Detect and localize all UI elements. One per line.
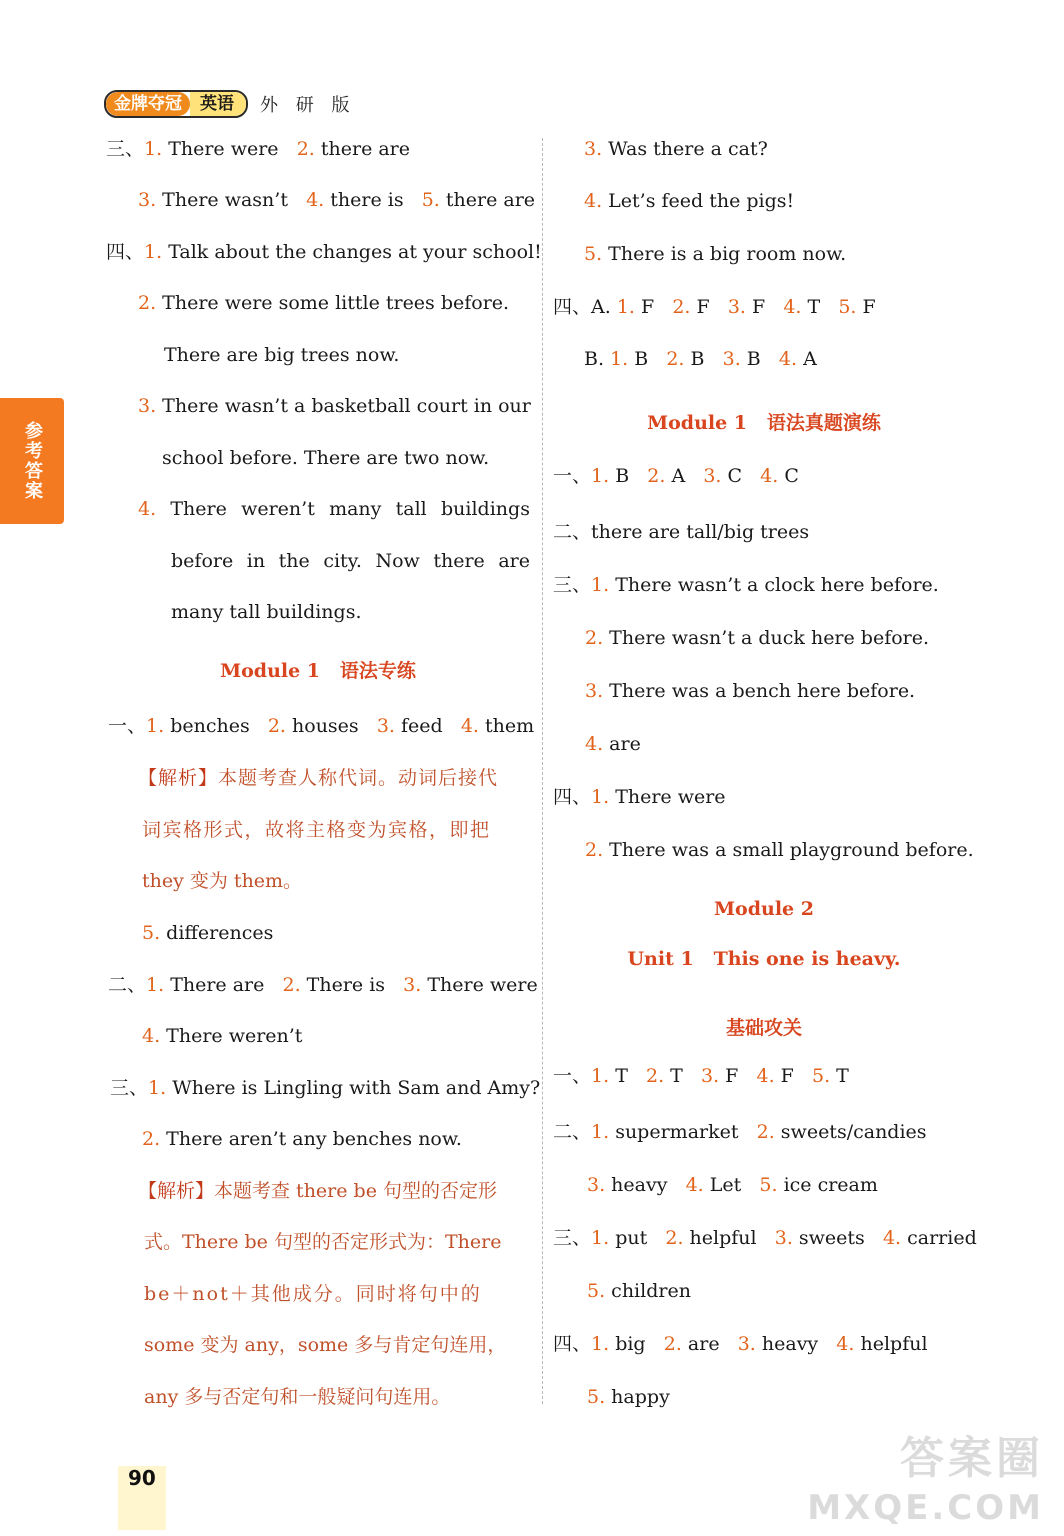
page-number-box: [118, 1466, 166, 1530]
answer-line: [110, 1075, 540, 1101]
item-number: 4.: [584, 190, 603, 212]
section-label: 二、: [553, 521, 592, 543]
answer-word: the: [278, 550, 310, 572]
item-number: 3.: [727, 296, 746, 318]
answer-line: [553, 784, 726, 810]
item-number: 3.: [585, 680, 604, 702]
explanation-line: they 变为 them。: [142, 870, 303, 892]
section-label: 三、: [106, 138, 145, 160]
answer-line: [142, 1126, 462, 1152]
answer-text: sweets: [792, 1227, 865, 1249]
item-number: 1.: [591, 786, 610, 808]
answer-text: them: [478, 715, 535, 737]
unit-name: This one is heavy.: [713, 948, 901, 970]
answer-text: differences: [160, 922, 274, 944]
unit-title: [627, 948, 900, 970]
brand-label: 金牌夺冠: [106, 92, 190, 116]
explanation-line: 式。There be 句型的否定形式为：There: [144, 1231, 502, 1253]
part-label: A.: [591, 296, 611, 318]
item-number: 2.: [138, 292, 157, 314]
item-number: 1.: [610, 348, 629, 370]
answer-text: houses: [285, 715, 359, 737]
item-number: 1.: [616, 296, 635, 318]
answer-text: T: [801, 296, 821, 318]
section-title: [220, 656, 416, 683]
item-number: 4.: [685, 1174, 704, 1196]
answer-text: F: [745, 296, 766, 318]
item-number: 3.: [584, 138, 603, 160]
answer-text: F: [719, 1065, 739, 1087]
answer-word: in: [246, 550, 266, 572]
item-number: 2.: [665, 1227, 684, 1249]
answer-text: F: [856, 296, 876, 318]
answer-key-tab: 参考答案: [0, 398, 64, 524]
answer-text: Talk about the changes at your school!: [162, 241, 542, 263]
answer-text: big: [609, 1333, 646, 1355]
answer-text: there is: [324, 189, 404, 211]
subject-label: 英语: [190, 92, 246, 116]
answer-word: many: [329, 498, 382, 520]
item-number: 5.: [421, 189, 440, 211]
item-number: 4.: [585, 733, 604, 755]
analysis-tag: 【解析】: [138, 767, 219, 789]
item-number: 4.: [882, 1227, 902, 1249]
section-name: 语法真题演练: [766, 412, 881, 434]
item-number: 1.: [591, 1121, 610, 1143]
item-number: 1.: [591, 465, 610, 487]
item-number: 2.: [142, 1128, 161, 1150]
item-number: 5.: [587, 1386, 606, 1408]
answer-text: children: [605, 1280, 691, 1302]
item-number: 3.: [587, 1174, 606, 1196]
explanation-text: 本题考查人称代词。动词后接代: [218, 767, 499, 789]
answer-line: [106, 239, 542, 265]
item-number: 1.: [148, 1077, 167, 1099]
explanation-line: 词宾格形式，故将主格变为宾格，即把: [142, 819, 491, 841]
item-number: 1.: [144, 138, 163, 160]
answer-line: [142, 1023, 302, 1049]
watermark-url: MXQE.COM: [807, 1488, 1044, 1528]
answer-text: ice cream: [777, 1174, 878, 1196]
item-number: 1.: [591, 1065, 610, 1087]
answer-text: There wasn’t a duck here before.: [603, 627, 930, 649]
section-label: 一、: [553, 465, 592, 487]
explanation-text: 本题考查 there be 句型的否定形: [214, 1180, 497, 1202]
answer-text: There were: [609, 786, 726, 808]
section-label: 四、: [553, 296, 592, 318]
section-label: 二、: [108, 974, 147, 996]
section-title: 基础攻关: [725, 1017, 803, 1039]
item-number: 3.: [722, 348, 741, 370]
answer-line: [108, 713, 534, 739]
module-label: Module 1: [647, 412, 748, 434]
answer-text: There is: [300, 974, 386, 996]
answer-text: B: [740, 348, 761, 370]
explanation-line: [138, 765, 498, 791]
item-number: 3.: [376, 715, 395, 737]
answer-text: put: [609, 1227, 648, 1249]
analysis-tag: 【解析】: [138, 1180, 215, 1202]
answer-text: F: [774, 1065, 794, 1087]
item-number: 5.: [759, 1174, 778, 1196]
answer-text: There wasn’t a clock here before.: [609, 574, 939, 596]
series-badge: [104, 90, 248, 118]
module-label: Module 1: [220, 660, 321, 682]
item-number: 4.: [836, 1333, 855, 1355]
answer-word: weren’t: [241, 498, 315, 520]
answer-line: [553, 1331, 928, 1357]
answer-text: F: [690, 296, 710, 318]
item-number: 3.: [138, 189, 157, 211]
answer-word: buildings: [441, 498, 530, 520]
section-label: 二、: [553, 1121, 592, 1143]
answer-text: T: [664, 1065, 683, 1087]
answer-word: there: [433, 550, 485, 572]
item-number: 1.: [146, 974, 165, 996]
item-number: 3.: [737, 1333, 756, 1355]
answer-text: Was there a cat?: [602, 138, 768, 160]
explanation-line: any 多与否定句和一般疑问句连用。: [144, 1386, 451, 1408]
answer-line: [584, 241, 846, 267]
section-label: 一、: [108, 715, 147, 737]
item-number: 4.: [760, 465, 779, 487]
item-number: 4.: [138, 498, 157, 520]
section-label: 三、: [553, 1227, 592, 1249]
item-number: 2.: [756, 1121, 775, 1143]
answer-word: before: [171, 550, 234, 572]
answer-text: Let: [703, 1174, 742, 1196]
answer-line: [585, 625, 929, 651]
answer-text: feed: [394, 715, 443, 737]
item-number: 2.: [646, 1065, 665, 1087]
answer-line: [138, 496, 530, 522]
answer-text: There wasn’t a basketball court in our: [156, 395, 531, 417]
item-number: 2.: [282, 974, 301, 996]
item-number: 4.: [756, 1065, 775, 1087]
answer-text: Where is Lingling with Sam and Amy?: [166, 1077, 541, 1099]
explanation-line: some 变为 any，some 多与肯定句连用，: [144, 1334, 507, 1356]
book-header: [104, 90, 355, 118]
answer-line: [585, 837, 974, 863]
answer-line: There are big trees now.: [164, 344, 400, 366]
item-number: 5.: [838, 296, 857, 318]
answer-text: There are: [164, 974, 265, 996]
answer-text: heavy: [755, 1333, 819, 1355]
answer-line: [138, 290, 509, 316]
answer-text: There weren’t: [160, 1025, 303, 1047]
item-number: 2.: [267, 715, 286, 737]
item-number: 1.: [591, 1333, 610, 1355]
answer-text: supermarket: [609, 1121, 739, 1143]
answer-text: carried: [901, 1227, 977, 1249]
item-number: 5.: [584, 243, 603, 265]
item-number: 4.: [460, 715, 479, 737]
answer-line: [553, 1063, 849, 1089]
item-number: 5.: [587, 1280, 606, 1302]
item-number: 3.: [774, 1227, 793, 1249]
item-number: 1.: [591, 1227, 610, 1249]
part-label: B.: [584, 348, 605, 370]
answer-line: school before. There are two now.: [162, 447, 490, 469]
answer-line: [106, 136, 410, 162]
answer-text: B: [628, 348, 649, 370]
edition-label: 外 研 版: [260, 95, 356, 116]
item-number: 2.: [666, 348, 685, 370]
answer-line: [108, 972, 538, 998]
item-number: 4.: [142, 1025, 161, 1047]
item-number: 3.: [700, 1065, 720, 1087]
answer-text: sweets/candies: [774, 1121, 927, 1143]
column-divider: [542, 138, 543, 1404]
item-number: 2.: [647, 465, 666, 487]
answer-line: [553, 294, 876, 320]
section-name: 语法专练: [339, 660, 416, 682]
answer-line: [138, 393, 531, 419]
section-label: 三、: [553, 574, 592, 596]
answer-text: There were: [421, 974, 538, 996]
watermark-logo-text: 答案圈: [900, 1433, 1044, 1484]
answer-text: helpful: [854, 1333, 928, 1355]
item-number: 2.: [296, 138, 315, 160]
answer-text: A: [665, 465, 686, 487]
answer-text: there are tall/big trees: [591, 521, 810, 543]
item-number: 3.: [703, 465, 722, 487]
explanation-line: be＋not＋其他成分。同时将句中的: [144, 1283, 482, 1305]
answer-line: [553, 1119, 927, 1145]
answer-text: helpful: [683, 1227, 757, 1249]
item-number: 4.: [778, 348, 798, 370]
item-number: 2.: [585, 627, 604, 649]
item-number: 5.: [811, 1065, 831, 1087]
item-number: 3.: [403, 974, 422, 996]
answer-text: are: [681, 1333, 720, 1355]
answer-line: [587, 1384, 670, 1410]
unit-label: Unit 1: [627, 948, 694, 970]
item-number: 2.: [663, 1333, 682, 1355]
answer-text: A: [797, 348, 817, 370]
item-number: 4.: [306, 189, 325, 211]
answer-line: [553, 1225, 977, 1251]
section-label: 四、: [106, 241, 145, 263]
answer-text: C: [721, 465, 743, 487]
item-number: 1.: [146, 715, 165, 737]
section-title: [647, 408, 881, 435]
answer-line: [171, 548, 530, 574]
answer-text: There wasn’t: [156, 189, 288, 211]
answer-text: there are: [439, 189, 536, 211]
answer-word: Now: [375, 550, 420, 572]
answer-line: [587, 1278, 691, 1304]
site-watermark: [807, 1418, 1050, 1528]
answer-text: heavy: [605, 1174, 668, 1196]
item-number: 3.: [138, 395, 157, 417]
answer-text: There were some little trees before.: [156, 292, 510, 314]
item-number: 4.: [783, 296, 802, 318]
answer-line: [584, 346, 817, 372]
answer-text: There were: [162, 138, 279, 160]
answer-line: [585, 678, 915, 704]
answer-text: T: [609, 1065, 628, 1087]
page-number: 90: [128, 1466, 156, 1490]
section-label: 一、: [553, 1065, 592, 1087]
answer-text: are: [603, 733, 641, 755]
answer-text: There was a small playground before.: [603, 839, 974, 861]
answer-text: Let’s feed the pigs!: [602, 190, 795, 212]
answer-text: benches: [164, 715, 250, 737]
answer-line: [553, 572, 939, 598]
answer-text: There is a big room now.: [602, 243, 847, 265]
answer-line: [138, 187, 535, 213]
answer-word: tall: [395, 498, 427, 520]
answer-text: there are: [314, 138, 411, 160]
item-number: 5.: [142, 922, 161, 944]
answer-text: happy: [605, 1386, 670, 1408]
answer-line: [142, 920, 273, 946]
section-label: 三、: [110, 1077, 149, 1099]
answer-line: [587, 1172, 878, 1198]
answer-line: [585, 731, 641, 757]
item-number: 1.: [591, 574, 610, 596]
answer-text: F: [634, 296, 655, 318]
answer-word: There: [170, 498, 227, 520]
answer-line: [553, 463, 799, 489]
explanation-line: [138, 1178, 497, 1204]
answer-word: city.: [323, 550, 362, 572]
answer-line: [584, 136, 768, 162]
answer-text: There was a bench here before.: [603, 680, 916, 702]
answer-text: B: [609, 465, 630, 487]
item-number: 1.: [144, 241, 163, 263]
section-label: 四、: [553, 1333, 592, 1355]
answer-text: T: [830, 1065, 849, 1087]
answer-text: B: [684, 348, 705, 370]
answer-text: C: [778, 465, 799, 487]
answer-word: are: [498, 550, 530, 572]
item-number: 2.: [672, 296, 691, 318]
answer-line: [584, 188, 794, 214]
answer-text: There aren’t any benches now.: [160, 1128, 462, 1150]
module-title: Module 2: [714, 898, 814, 920]
item-number: 2.: [585, 839, 604, 861]
answer-line: many tall buildings.: [171, 601, 362, 623]
answer-line: [553, 519, 809, 545]
section-label: 四、: [553, 786, 592, 808]
